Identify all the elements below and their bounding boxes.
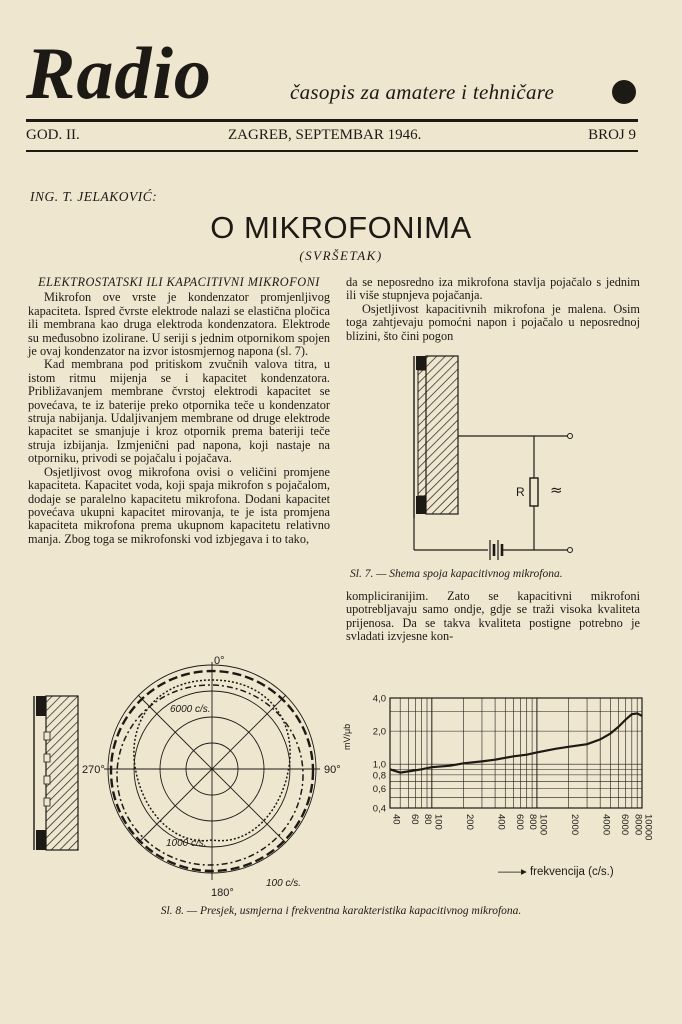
series-line [390, 713, 642, 772]
microphone-cross-section [34, 696, 78, 850]
x-tick-label: 8000 [632, 814, 644, 836]
left-column [28, 276, 330, 546]
x-tick-label: 10000 [642, 814, 654, 841]
issue-info-row [26, 127, 638, 147]
svg-text:Radio: Radio [26, 33, 212, 115]
magazine-tagline: časopis za amatere i tehničare [290, 80, 555, 104]
y-tick-label: 1,0 [372, 759, 386, 771]
angle-90-label: 90° [324, 764, 341, 776]
figure-7-schematic [400, 350, 600, 570]
x-tick-label: 60 [409, 814, 421, 825]
y-tick-label: 0,6 [372, 784, 386, 796]
article-title: O MIKROFONIMA [210, 210, 472, 245]
paragraph: Kad membrana pod pritiskom zvučnih valova titra, u istom ritmu mijenja se i kapacitet kondenzatora. Približavanjem membrane čvrstoj elektrodi kapacitet se povećava, te iz baterije preko otpornika teče u kondenzator struja nabijanja. Udaljivanjem membrane od druge elektrode kapacitet se smanjuje i kroz otpornik prema bateriji teče struja izbijanja. Izmjenični pad napona, koji nastaje na otporniku, privodi se pojačalu i pojačava. [28, 357, 330, 466]
volume-label: GOD. II. [26, 127, 80, 143]
figure-8-polar-diagram [30, 650, 360, 900]
x-tick-label: 100 [432, 814, 444, 830]
battery-symbol [490, 540, 502, 560]
x-tick-label: 800 [527, 814, 539, 830]
right-column-top [346, 276, 640, 343]
paragraph: da se neposredno iza mikrofona stavlja pojačalo s jednim ili više stupnjeva pojačanja. [346, 275, 640, 303]
y-tick-labels [373, 694, 386, 815]
masthead-rule-bottom [26, 150, 638, 152]
figure-8-caption: Sl. 8. — Presjek, usmjerna i frekventna karakteristika kapacitivnog mikrofona. [160, 905, 522, 917]
x-tick-label: 2000 [569, 814, 581, 836]
paragraph: Osjetljivost kapacitivnih mikrofona je malena. Osim toga zahtjevaju pomoćni napon i pojačalo u neposrednoj blizini, što čini pogon [346, 301, 640, 343]
axis-arrow: ——▸ [498, 866, 527, 878]
x-tick-label: 400 [495, 814, 507, 830]
paragraph: Mikrofon ove vrste je kondenzator promjenljivog kapaciteta. Ispred čvrste elektrode nalazi se elastična pločica ili membrana kao druga elektroda kondenzatora. Elektrode su međusobno izolirane. U seriji s jednim otpornikom spojen je ovaj kondenzator na izvor istosmjernog napona (sl. 7). [28, 290, 330, 359]
x-tick-label: 6000 [619, 814, 631, 836]
resistor-label: R [516, 485, 525, 499]
article-subtitle: (SVRŠETAK) [299, 248, 383, 263]
x-axis-label [498, 864, 614, 878]
angle-0-label: 0° [214, 655, 225, 667]
masthead-bullet [612, 80, 636, 104]
y-tick-label: 0,8 [372, 770, 386, 782]
x-tick-label: 1000 [537, 814, 549, 836]
plot-frame [390, 698, 642, 808]
figure-7-caption: Sl. 7. — Shema spoja kapacitivnog mikrofona. [350, 568, 563, 580]
resistor [530, 478, 538, 506]
radio-logo [24, 34, 284, 114]
membrane-clamp-top [416, 356, 426, 370]
frequency-response-chart [342, 690, 654, 880]
x-tick-label: 40 [390, 814, 402, 825]
x-tick-label: 4000 [600, 814, 612, 836]
chart-grid [390, 698, 642, 808]
y-tick-label: 2,0 [372, 726, 386, 738]
x-tick-labels [391, 814, 654, 840]
curve-label-1000: 1000 c/s. [166, 838, 207, 849]
ac-symbol: ≈ [550, 481, 563, 499]
place-date: ZAGREB, SEPTEMBAR 1946. [228, 127, 422, 143]
fixed-electrode [426, 356, 458, 514]
y-axis-label: mV/μb [342, 723, 352, 750]
curve-label-6000: 6000 c/s. [170, 704, 211, 715]
angle-270-label: 270° [82, 764, 105, 776]
x-axis-label-text: frekvencija (c/s.) [529, 866, 614, 878]
x-tick-label: 200 [463, 814, 475, 830]
curve-label-100: 100 c/s. [266, 878, 302, 889]
paragraph: kompliciranijim. Zato se kapacitivni mikrofoni upotrebljavaju samo ondje, gdje se traži visoka kvaliteta prijenosa. Da se takva kvaliteta postigne potrebno je svladati izvjesne kon- [346, 589, 640, 644]
right-column-bottom [346, 590, 640, 644]
angle-180-label: 180° [211, 887, 234, 899]
x-tick-label: 80 [422, 814, 434, 825]
y-tick-label: 4,0 [372, 693, 386, 705]
masthead-rule-top [26, 119, 638, 122]
paragraph: Osjetljivost ovog mikrofona ovisi o veličini promjene kapaciteta. Kapacitet voda, koji spaja mikrofon s pojačalom, dodaje se paralelno kapacitetu mikrofona. Dodani kapacitet povećava ukupni kapacitet mirovanja, te je ista promjena kapaciteta mikrofona prema ukupnom kapacitetu relativno manja. Zbog toga se mikrofonski vod izbjegava i to tako, [28, 464, 330, 546]
membrane-clamp-bottom [416, 496, 426, 514]
article-author: ING. T. JELAKOVIĆ: [30, 189, 158, 204]
section-heading: ELEKTROSTATSKI ILI KAPACITIVNI MIKROFONI [38, 275, 320, 289]
x-tick-label: 600 [514, 814, 526, 830]
issue-number: BROJ 9 [588, 127, 636, 143]
y-tick-label: 0,4 [372, 803, 386, 815]
